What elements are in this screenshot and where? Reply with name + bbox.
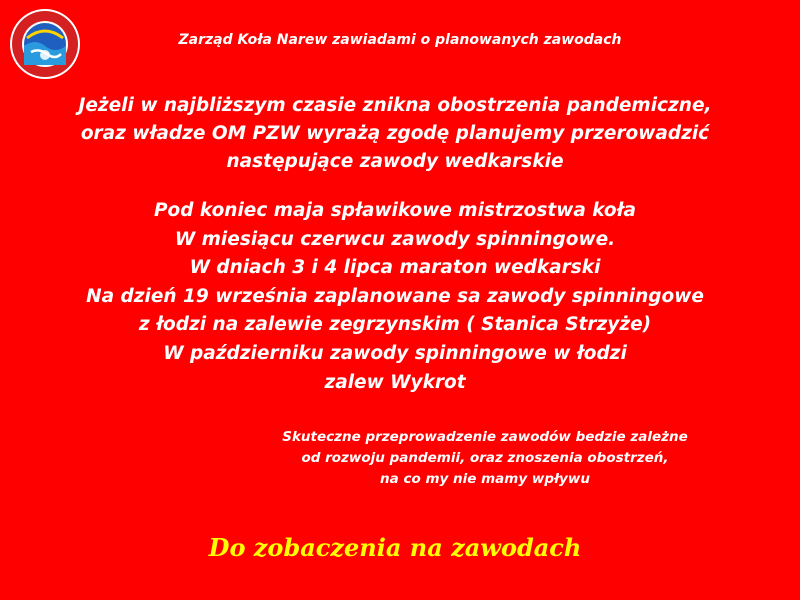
- schedule-line: W październiku zawody spinningowe w łodzi: [163, 342, 627, 364]
- disclaimer-note: [200, 427, 770, 490]
- farewell-message: Do zobaczenia na zawodach: [208, 533, 582, 562]
- schedule-line: W dniach 3 i 4 lipca maraton wedkarski: [189, 257, 601, 279]
- note-line: Skuteczne przeprowadzenie zawodów bedzie zależne: [282, 429, 688, 445]
- intro-line: oraz władze OM PZW wyrażą zgodę planujemy przerowadzić: [80, 123, 710, 144]
- intro-line: Jeżeli w najbliższym czasie znikna obostrzenia pandemiczne,: [78, 95, 712, 116]
- intro-text: [0, 92, 790, 176]
- competition-schedule: [0, 197, 790, 397]
- schedule-line: Pod koniec maja spławikowe mistrzostwa koła: [153, 200, 637, 221]
- note-line: od rozwoju pandemii, oraz znoszenia obostrzeń,: [301, 450, 669, 466]
- page-title: Zarząd Koła Narew zawiadami o planowanych zawodach: [178, 32, 622, 48]
- schedule-line: W miesiącu czerwcu zawody spinningowe.: [174, 228, 616, 250]
- note-line: na co my nie mamy wpływu: [380, 471, 590, 487]
- schedule-line: Na dzień 19 września zaplanowane sa zawody spinningowe: [86, 285, 704, 307]
- schedule-line: zalew Wykrot: [324, 371, 466, 393]
- intro-line: następujące zawody wedkarskie: [226, 151, 564, 172]
- schedule-line: z łodzi na zalewie zegrzynskim ( Stanica Strzyże): [138, 314, 652, 336]
